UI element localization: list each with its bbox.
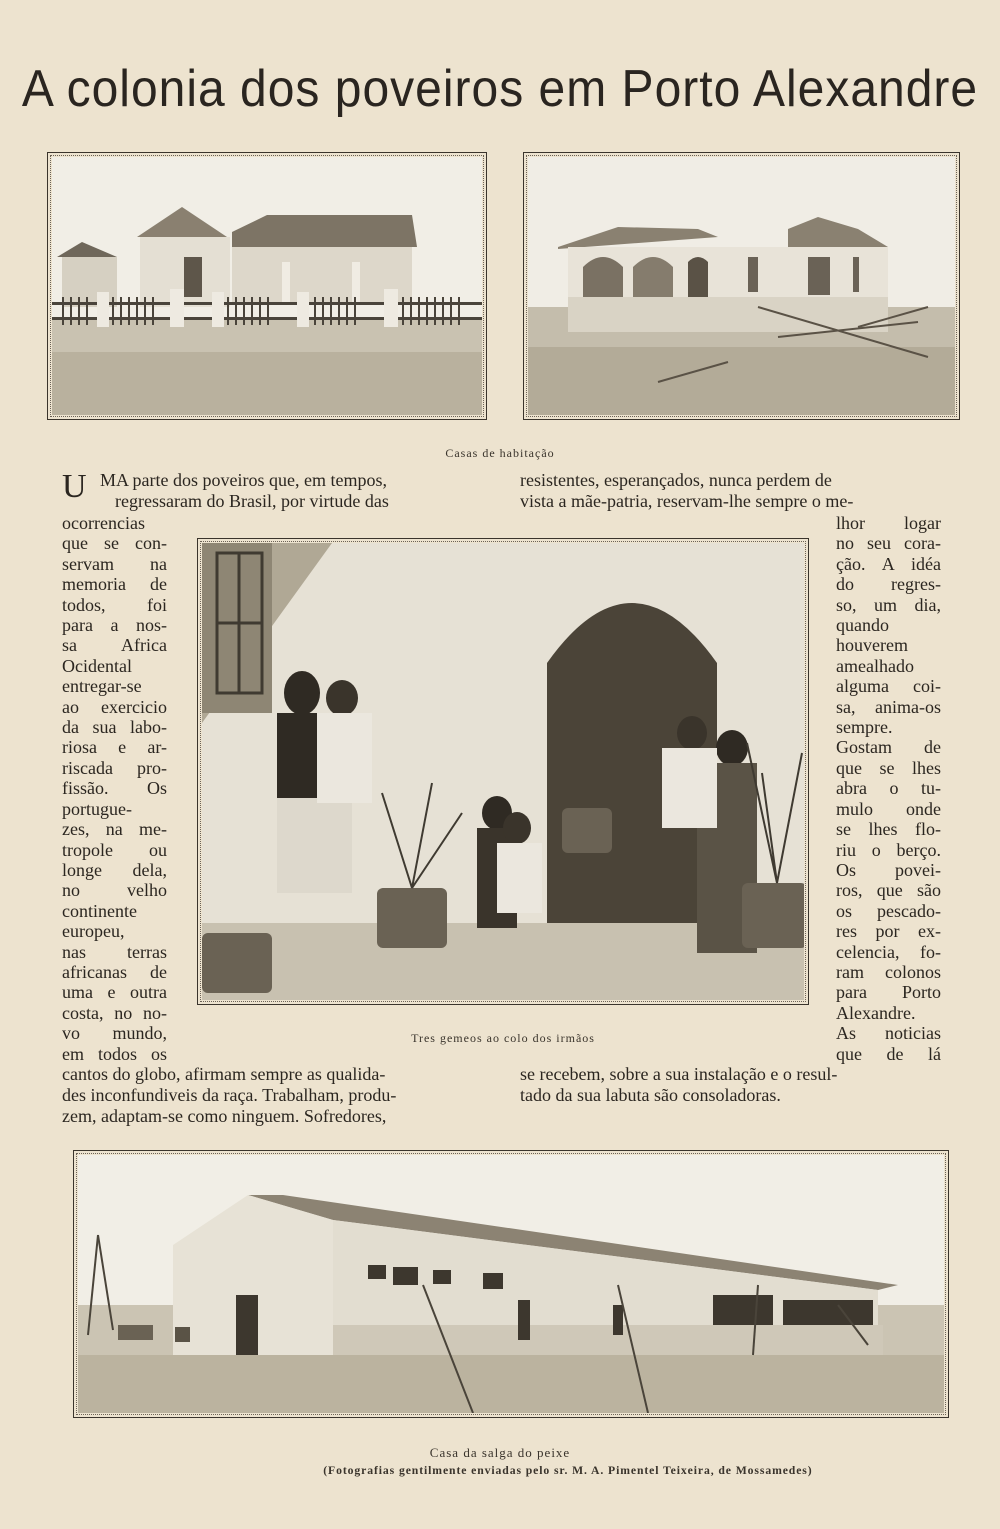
left-col-line: para a nos-	[62, 615, 167, 636]
right-col-line: quando	[836, 615, 889, 636]
closing-left-line-2: des inconfundiveis da raça. Trabalham, produ-	[62, 1085, 397, 1105]
left-col-line: que se con-	[62, 533, 167, 554]
left-col-line: memoria de	[62, 574, 167, 595]
right-col-line: lhor logar	[836, 513, 941, 533]
right-col-line: ros, que são	[836, 880, 941, 901]
right-column-text	[836, 513, 941, 1064]
left-col-line: todos, foi	[62, 594, 167, 615]
photo-house-fence-image	[52, 157, 482, 415]
left-col-line: entregar-se	[62, 676, 142, 697]
right-col-line: sa, anima-os	[836, 696, 941, 717]
caption-credit: (Fotografias gentilmente enviadas pelo sr. M. A. Pimentel Teixeira, de Mossamedes)	[323, 1463, 813, 1477]
intro-left-line-2: regressaram do Brasil, por virtude das	[115, 491, 389, 511]
left-col-line: riscada pro-	[62, 757, 167, 778]
left-col-line: riosa e ar-	[62, 737, 167, 758]
right-col-line: ram colonos	[836, 961, 941, 982]
right-col-line: riu o berço.	[836, 839, 941, 860]
right-col-line: Gostam de	[836, 737, 941, 758]
closing-left-line-1: cantos do globo, afirmam sempre as qualida-	[62, 1064, 386, 1084]
left-col-line: europeu,	[62, 921, 125, 942]
right-col-line: que se lhes	[836, 757, 941, 778]
left-col-line: vo mundo,	[62, 1023, 167, 1044]
intro-left-line-1: MA parte dos poveiros que, em tempos,	[100, 470, 387, 490]
intro-right-line-1: resistentes, esperançados, nunca perdem de	[520, 470, 832, 490]
right-col-line: do regres-	[836, 574, 941, 595]
left-column-text	[62, 513, 167, 1064]
left-col-line: Ocidental	[62, 655, 132, 676]
photo-salting-house	[73, 1150, 949, 1418]
left-col-line: fissão. Os	[62, 778, 167, 799]
caption-children: Tres gemeos ao colo dos irmãos	[411, 1031, 595, 1045]
left-col-line: longe dela,	[62, 859, 167, 880]
photo-children	[197, 538, 809, 1005]
left-col-line: nas terras	[62, 941, 167, 962]
photo-salting-house-image	[78, 1155, 944, 1413]
left-col-line: no velho	[62, 880, 167, 901]
left-col-line: servam na	[62, 553, 167, 574]
closing-right-line-1: se recebem, sobre a sua instalação e o resul-	[520, 1064, 838, 1084]
dropcap-letter: U	[62, 468, 87, 505]
right-col-line: mulo onde	[836, 798, 941, 819]
left-col-line: portugue-	[62, 798, 132, 819]
closing-left-line-3: zem, adaptam-se como ninguem. Sofredores,	[62, 1106, 387, 1126]
right-col-line: que de lá	[836, 1043, 941, 1064]
right-col-line: se lhes flo-	[836, 819, 941, 840]
intro-right-line-2: vista a mãe-patria, reservam-lhe sempre o me-	[520, 491, 854, 511]
left-col-line: sa Africa	[62, 635, 167, 656]
left-col-line: em todos os	[62, 1043, 167, 1064]
right-col-line: Alexandre.	[836, 1002, 916, 1023]
photo-house-construction-image	[528, 157, 955, 415]
right-col-line: alguma coi-	[836, 676, 941, 697]
caption-salting: Casa da salga do peixe	[429, 1445, 571, 1460]
closing-right-line-2: tado da sua labuta são consoladoras.	[520, 1085, 781, 1105]
left-col-line: tropole ou	[62, 839, 167, 860]
left-col-line: ocorrencias	[62, 513, 145, 533]
photo-house-fence	[47, 152, 487, 420]
right-col-line: so, um dia,	[836, 594, 941, 615]
right-col-line: Os povei-	[836, 859, 941, 880]
right-col-line: As noticias	[836, 1023, 941, 1044]
left-col-line: uma e outra	[62, 982, 167, 1003]
right-col-line: houverem	[836, 635, 908, 656]
photo-children-image	[202, 543, 804, 1000]
right-col-line: os pescado-	[836, 900, 941, 921]
photo-house-construction	[523, 152, 960, 420]
left-col-line: costa, no no-	[62, 1002, 167, 1023]
right-col-line: celencia, fo-	[836, 941, 941, 962]
right-col-line: para Porto	[836, 982, 941, 1003]
right-col-line: abra o tu-	[836, 778, 941, 799]
right-col-line: sempre.	[836, 717, 893, 738]
right-col-line: res por ex-	[836, 921, 941, 942]
left-col-line: da sua labo-	[62, 717, 167, 738]
left-col-line: ao exercicio	[62, 696, 167, 717]
right-col-line: ção. A idéa	[836, 553, 941, 574]
left-col-line: zes, na me-	[62, 819, 167, 840]
right-col-line: no seu cora-	[836, 533, 941, 554]
caption-houses: Casas de habitação	[445, 446, 555, 460]
article-title: A colonia dos poveiros em Porto Alexandre	[21, 60, 979, 119]
left-col-line: africanas de	[62, 961, 167, 982]
right-col-line: amealhado	[836, 655, 914, 676]
left-col-line: continente	[62, 900, 137, 921]
